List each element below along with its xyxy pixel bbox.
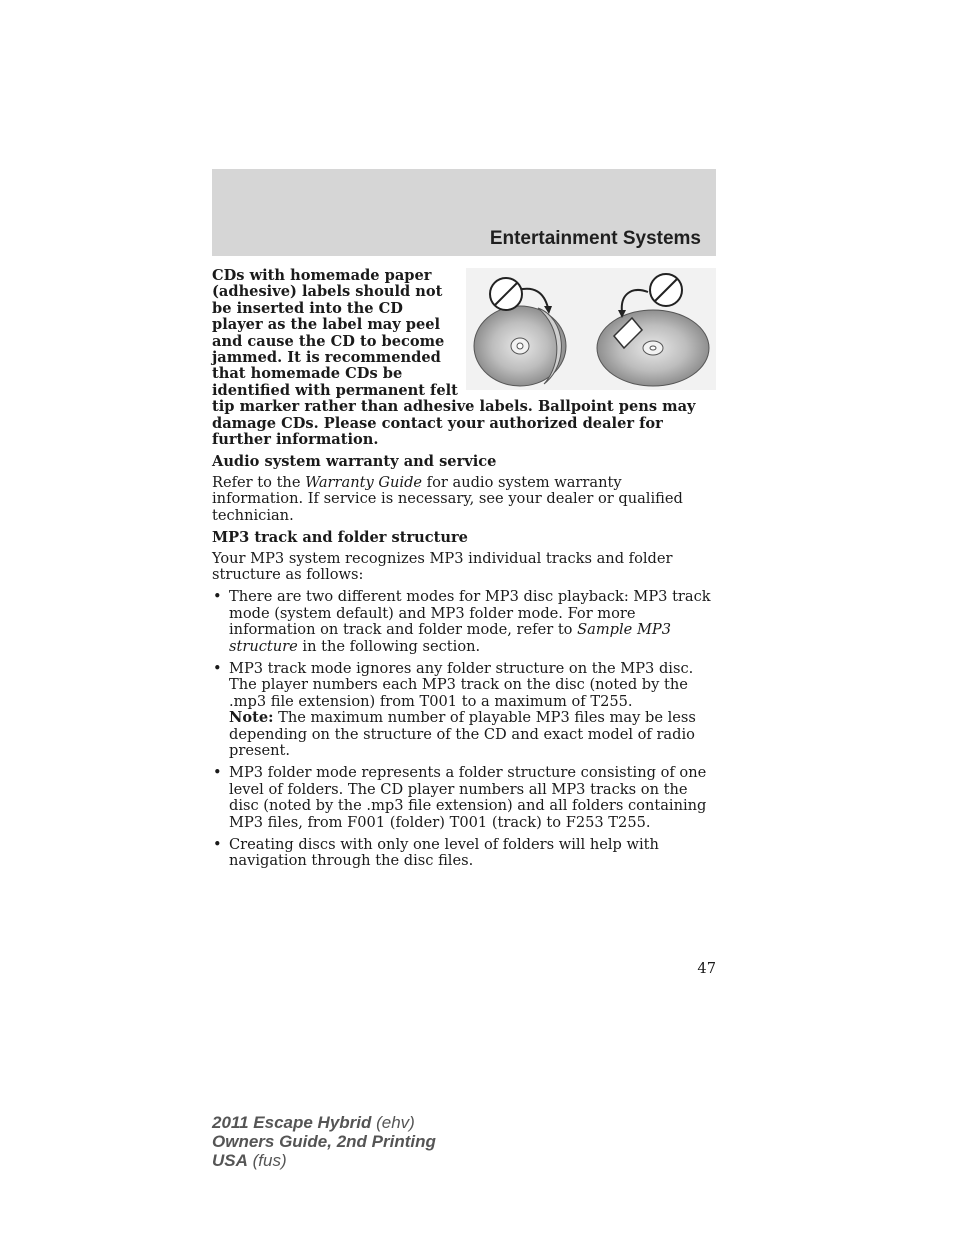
bullet-icon: • (213, 588, 222, 606)
header-band (212, 169, 716, 256)
no-symbol-icon (650, 274, 682, 306)
mp3-bullet-list (212, 589, 716, 870)
page-number: 47 (697, 960, 716, 977)
cd-adhesive-label-icon (597, 290, 709, 386)
bullet-icon: • (213, 764, 222, 782)
list-item: • There are two different modes for MP3 disc playback: MP3 track mode (system default) and MP3 folder mode. For more information on track and folder mode, refer to Sample MP3 structure in the following section. (213, 588, 711, 655)
cd-label-warning-figure (466, 268, 716, 390)
mp3-heading: MP3 track and folder structure (212, 529, 468, 547)
warranty-paragraph: Refer to the Warranty Guide for audio system warranty information. If service is necessary, see your dealer or qualified technician. (212, 473, 683, 524)
bullet-icon: • (213, 659, 222, 677)
section-title: Entertainment Systems (489, 228, 701, 249)
list-item: • Creating discs with only one level of folders will help with navigation through the disc files. (213, 836, 659, 870)
list-item: • MP3 track mode ignores any folder structure on the MP3 disc. The player numbers each MP3 track on the disc (noted by the .mp3 file extension) from T001 to a maximum of T255. Note: The maximum number of playable MP3 files may be less depending on the structure of the CD and exact model of radio present. (213, 659, 696, 759)
footer: 2011 Escape Hybrid (ehv) Owners Guide, 2nd Printing USA (fus) (212, 1113, 436, 1170)
list-item: • MP3 folder mode represents a folder structure consisting of one level of folders. The CD player numbers all MP3 tracks on the disc (noted by the .mp3 file extension) and all folders containing MP3 files, from F001 (folder) T001 (track) to F253 T255. (213, 764, 707, 831)
mp3-intro: Your MP3 system recognizes MP3 individual tracks and folder structure as follows: (212, 549, 673, 583)
no-symbol-icon (490, 278, 522, 310)
note-label: Note: (229, 709, 274, 727)
bullet-icon: • (213, 836, 222, 853)
cd-label-warning-text: CDs with homemade paper (adhesive) labels should not be inserted into the CD player as the label may peel and cause the CD to become jammed. It is recommended that homemade CDs be identified with permanent felt tip marker rather than adhesive labels. Ballpoint pens may damage CDs. Please contact your authorized dealer for further information. (212, 267, 696, 449)
warranty-heading: Audio system warranty and service (212, 453, 497, 471)
page-content (212, 268, 716, 876)
